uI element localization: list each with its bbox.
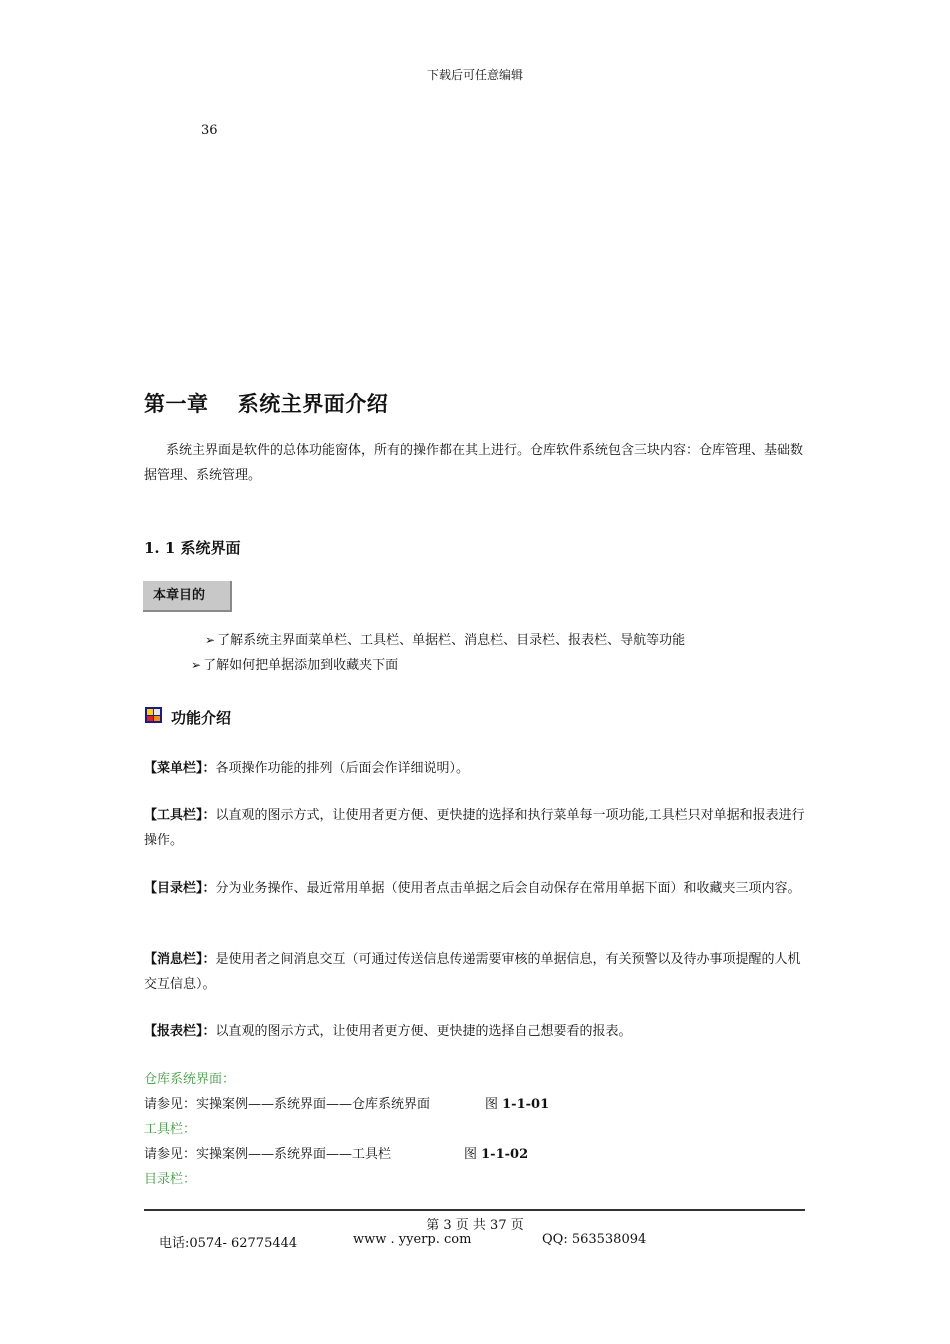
item-tag: 【报表栏】： — [144, 1024, 216, 1039]
item-text: 以直观的图示方式，让使用者更方便、更快捷的选择自己想要看的报表。 — [215, 1024, 632, 1039]
goal-bullet-text: 了解如何把单据添加到收藏夹下面 — [203, 658, 399, 673]
toolbar-figure-ref — [464, 1143, 528, 1162]
message-bar-description — [144, 947, 806, 997]
figure-number: 1-1-02 — [481, 1147, 529, 1162]
figure-prefix: 图 — [485, 1097, 503, 1112]
toolbar-reference: 请参见：实操案例——系统界面——工具栏 — [144, 1147, 392, 1162]
intro-paragraph — [144, 438, 806, 488]
chapter-title: 第一章 系统主界面介绍 — [144, 391, 389, 416]
footer-qq: QQ: 563538094 — [542, 1232, 647, 1247]
header-note: 下载后可任意编辑 — [426, 68, 523, 82]
item-tag: 【目录栏】： — [144, 881, 216, 896]
chapter-goal-box: 本章目的 — [143, 581, 232, 612]
feature-icon — [145, 707, 162, 723]
toolbar-label: 工具栏： — [144, 1122, 197, 1137]
page-number: 36 — [201, 123, 218, 138]
warehouse-figure-ref — [485, 1093, 549, 1112]
section-title: 1. 1 系统界面 — [144, 539, 241, 557]
warehouse-ui-label: 仓库系统界面： — [144, 1072, 236, 1087]
item-text: 分为业务操作、最近常用单据（使用者点击单据之后会自动保存在常用单据下面）和收藏夹三项内容。 — [215, 881, 801, 896]
footer-divider — [144, 1209, 805, 1211]
goal-bullet — [205, 629, 685, 648]
item-tag: 【消息栏】： — [144, 952, 216, 967]
goal-bullet-text: 了解系统主界面菜单栏、工具栏、单据栏、消息栏、目录栏、报表栏、导航等功能 — [217, 633, 686, 648]
figure-number: 1-1-01 — [502, 1097, 550, 1112]
function-intro-title: 功能介绍 — [171, 709, 232, 727]
item-text: 以直观的图示方式，让使用者更方便、更快捷的选择和执行菜单每一项功能,工具栏只对单据和报表进行操作。 — [144, 808, 805, 848]
arrow-bullet-icon: ➢ — [191, 658, 202, 672]
footer-page-count: 第 3 页 共 37 页 — [426, 1218, 524, 1233]
footer-website: www . yyerp. com — [353, 1232, 472, 1247]
menu-bar-description — [144, 756, 806, 781]
arrow-bullet-icon: ➢ — [205, 633, 216, 647]
item-text: 是使用者之间消息交互（可通过传送信息传递需要审核的单据信息，有关预警以及待办事项提醒的人机交互信息）。 — [144, 952, 801, 992]
item-tag: 【菜单栏】： — [144, 761, 216, 776]
intro-text: 系统主界面是软件的总体功能窗体，所有的操作都在其上进行。仓库软件系统包含三块内容：仓库管理、基础数据管理、系统管理。 — [144, 443, 804, 483]
catalog-description — [144, 876, 806, 901]
item-tag: 【工具栏】： — [144, 808, 216, 823]
toolbar-description — [144, 803, 806, 853]
goal-bullet — [191, 654, 398, 673]
warehouse-ui-reference: 请参见：实操案例——系统界面——仓库系统界面 — [144, 1097, 431, 1112]
item-text: 各项操作功能的排列（后面会作详细说明）。 — [215, 761, 470, 776]
report-bar-description — [144, 1019, 806, 1044]
footer-phone: 电话:0574- 62775444 — [159, 1236, 298, 1251]
catalog-label: 目录栏： — [144, 1172, 197, 1187]
figure-prefix: 图 — [464, 1147, 482, 1162]
